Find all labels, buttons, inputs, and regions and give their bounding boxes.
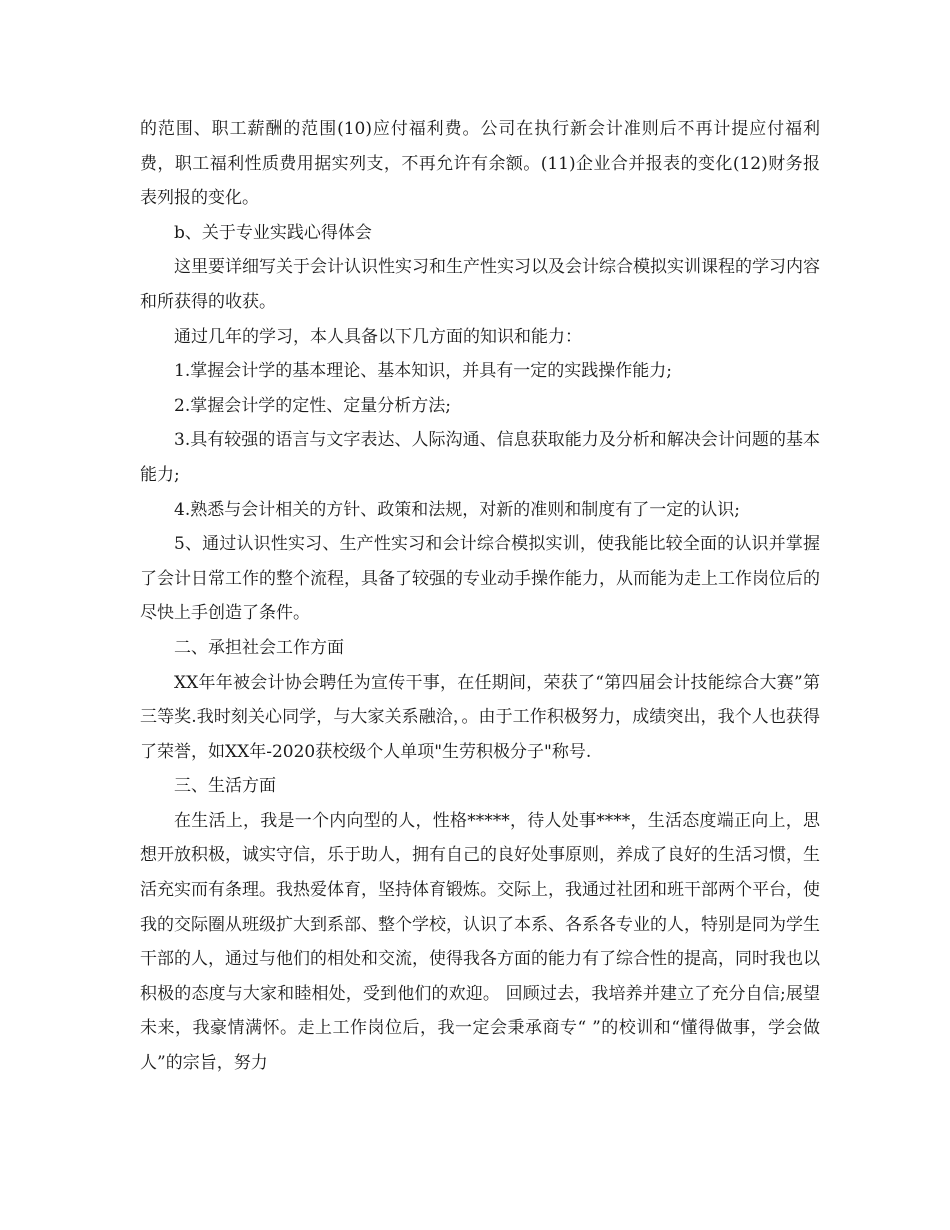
list-item-ability-2: 2.掌握会计学的定性、定量分析方法; xyxy=(174,395,451,416)
document-page xyxy=(140,112,820,1081)
list-item-ability-1: 1.掌握会计学的基本理论、基本知识，并具有一定的实践操作能力; xyxy=(174,361,672,382)
paragraph-continuation: 的范围、职工薪酬的范围(10)应付福利费。公司在执行新会计准则后不再计提应付福利费，职工福利性质费用据实列支，不再允许有余额。(11)企业合并报表的变化(12)财务报表列报的变化。 xyxy=(140,119,820,209)
section-heading-social-work: 二、承担社会工作方面 xyxy=(174,637,344,658)
section-heading-life: 三、生活方面 xyxy=(174,776,276,797)
list-item-ability-5: 5、通过认识性实习、生产性实习和会计综合模拟实训，使我能比较全面的认识并掌握了会计日常工作的整个流程，具备了较强的专业动手操作能力，从而能为走上工作岗位后的尽快上手创造了条件。 xyxy=(140,534,820,624)
section-heading-practice: b、关于专业实践心得体会 xyxy=(174,222,372,243)
list-item-ability-4: 4.熟悉与会计相关的方针、政策和法规，对新的准则和制度有了一定的认识; xyxy=(174,499,740,520)
list-item-ability-3: 3.具有较强的语言与文字表达、人际沟通、信息获取能力及分析和解决会计问题的基本能力; xyxy=(140,430,820,485)
paragraph-social-work: XX年年被会计协会聘任为宣传干事，在任期间，荣获了“第四届会计技能综合大赛”第三等奖.我时刻关心同学，与大家关系融洽，。由于工作积极努力，成绩突出，我个人也获得了荣誉，如XX年-2020获校级个人单项"生劳积极分子"称号. xyxy=(140,672,820,762)
paragraph-practice-content: 这里要详细写关于会计认识性实习和生产性实习以及会计综合模拟实训课程的学习内容和所获得的收获。 xyxy=(140,257,820,312)
paragraph-abilities-intro: 通过几年的学习，本人具备以下几方面的知识和能力： xyxy=(174,326,582,347)
paragraph-life: 在生活上，我是一个内向型的人，性格*****，待人处事****，生活态度端正向上，思想开放积极，诚实守信，乐于助人，拥有自己的良好处事原则，养成了良好的生活习惯，生活充实而有条理。我热爱体育，坚持体育锻炼。交际上，我通过社团和班干部两个平台，使我的交际圈从班级扩大到系部、整个学校，认识了本系、各系各专业的人，特别是同为学生干部的人，通过与他们的相处和交流，使得我各方面的能力有了综合性的提高，同时我也以积极的态度与大家和睦相处，受到他们的欢迎。 回顾过去，我培养并建立了充分自信;展望未来，我豪情满怀。走上工作岗位后，我一定会秉承商专“ ”的校训和“懂得做事，学会做人”的宗旨，努力 xyxy=(140,810,820,1074)
